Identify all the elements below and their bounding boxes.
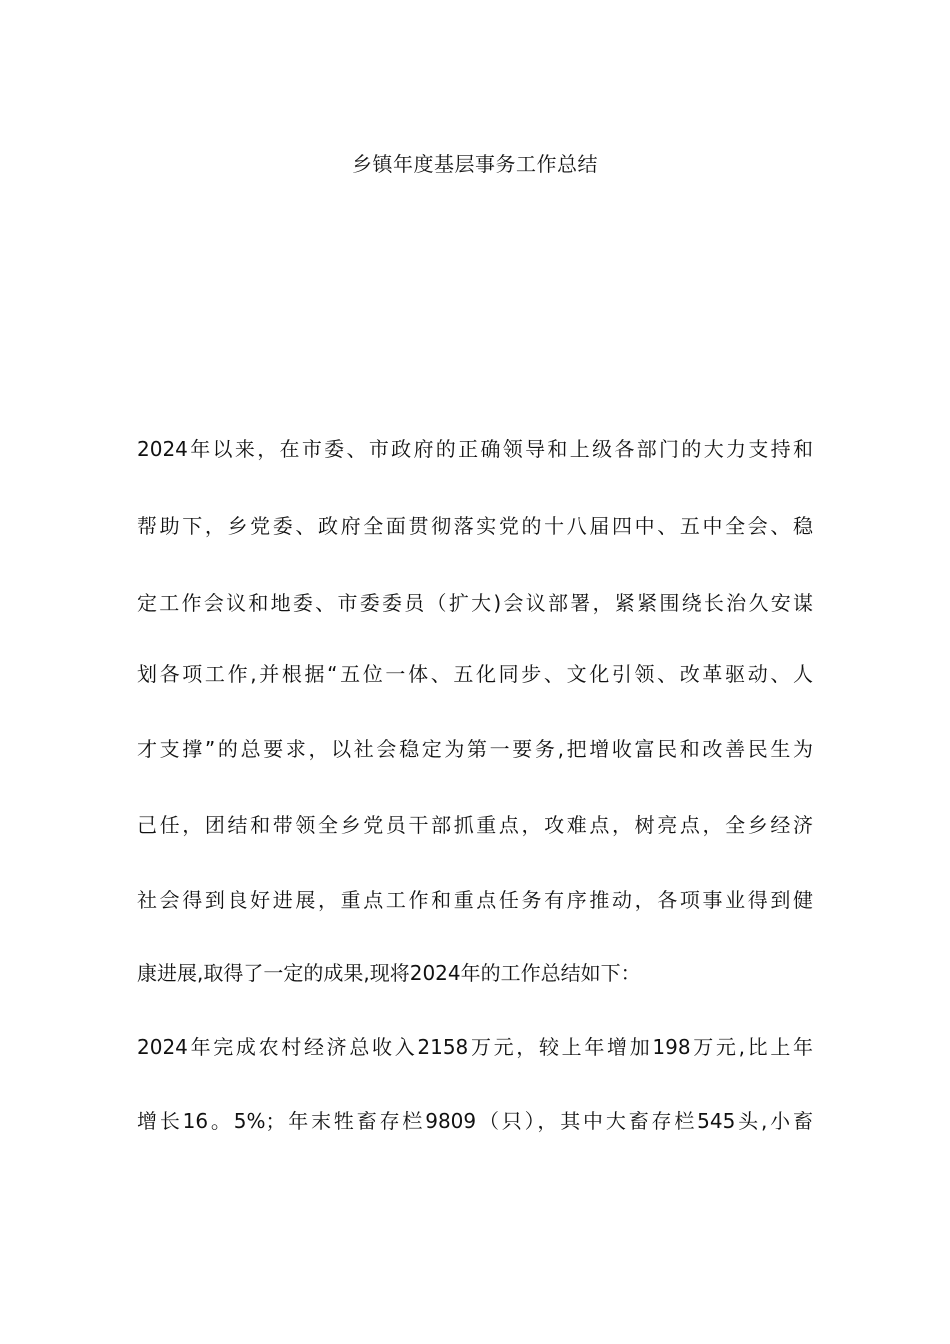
paragraph-1-line-2: 帮助下，乡党委、政府全面贯彻落实党的十八届四中、五中全会、稳 (137, 514, 813, 538)
paragraph-1-line-1: 2024年以来，在市委、市政府的正确领导和上级各部门的大力支持和 (137, 437, 813, 461)
paragraph-1-line-7: 社会得到良好进展，重点工作和重点任务有序推动，各项事业得到健 (137, 888, 813, 912)
paragraph-1-line-4: 划各项工作,并根据“五位一体、五化同步、文化引领、改革驱动、人 (137, 662, 813, 686)
paragraph-1-line-3: 定工作会议和地委、市委委员（扩大)会议部署，紧紧围绕长治久安谋 (137, 591, 813, 615)
paragraph-2-line-1: 2024年完成农村经济总收入2158万元，较上年增加198万元,比上年 (137, 1035, 813, 1059)
paragraph-1-line-8: 康进展,取得了一定的成果,现将2024年的工作总结如下： (137, 961, 641, 985)
paragraph-1-line-6: 己任，团结和带领全乡党员干部抓重点，攻难点，树亮点，全乡经济 (137, 813, 813, 837)
paragraph-2-line-2: 增长16。5%；年末牲畜存栏9809（只），其中大畜存栏545头,小畜 (137, 1109, 813, 1133)
paragraph-1-line-5: 才支撑”的总要求，以社会稳定为第一要务,把增收富民和改善民生为 (137, 737, 813, 761)
document-title: 乡镇年度基层事务工作总结 (352, 152, 598, 176)
